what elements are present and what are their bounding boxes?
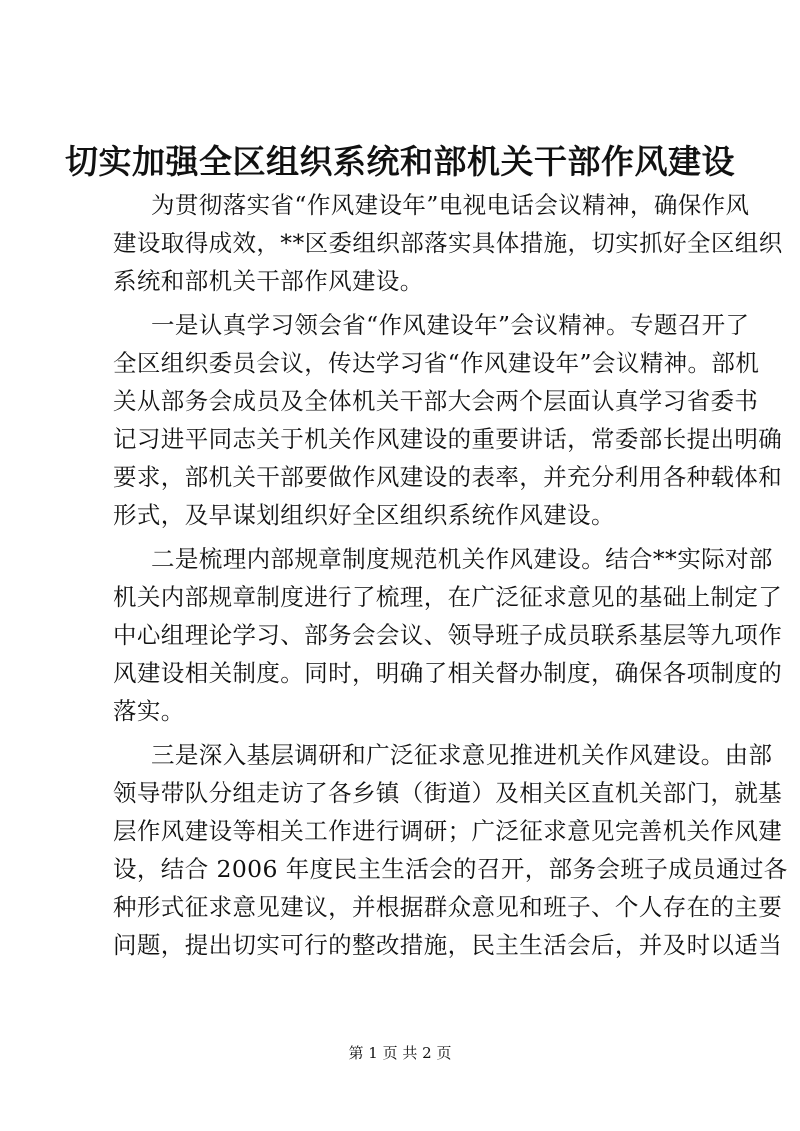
paragraph-line: 二是梳理内部规章制度规范机关作风建设。结合**实际对部 — [151, 545, 773, 573]
paragraph-line: 全区组织委员会议，传达学习省“作风建设年”会议精神。部机 — [113, 349, 760, 377]
document-title: 切实加强全区组织系统和部机关干部作风建设 — [65, 142, 735, 181]
paragraph-line: 中心组理论学习、部务会会议、领导班子成员联系基层等九项作 — [113, 621, 783, 649]
paragraph-line: 一是认真学习领会省“作风建设年”会议精神。专题召开了 — [151, 311, 750, 339]
paragraph-line: 三是深入基层调研和广泛征求意见推进机关作风建设。由部 — [151, 741, 773, 769]
paragraph-line: 领导带队分组走访了各乡镇（街道）及相关区直机关部门，就基 — [113, 779, 783, 807]
paragraph-line: 落实。 — [113, 697, 185, 725]
paragraph-intro — [113, 186, 783, 300]
paragraph-line: 问题，提出切实可行的整改措施，民主生活会后，并及时以适当 — [113, 931, 783, 959]
document-body — [113, 186, 788, 970]
paragraph-line: 系统和部机关干部作风建设。 — [113, 267, 424, 295]
paragraph-line: 记习进平同志关于机关作风建设的重要讲话，常委部长提出明确 — [113, 425, 783, 453]
paragraph-line: 机关内部规章制度进行了梳理，在广泛征求意见的基础上制定了 — [113, 583, 783, 611]
paragraph-line: 形式，及早谋划组织好全区组织系统作风建设。 — [113, 501, 615, 529]
paragraph-point-two — [113, 540, 783, 730]
paragraph-line: 关从部务会成员及全体机关干部大会两个层面认真学习省委书 — [113, 387, 759, 415]
paragraph-line: 种形式征求意见建议，并根据群众意见和班子、个人存在的主要 — [113, 893, 783, 921]
paragraph-line: 要求，部机关干部要做作风建设的表率，并充分利用各种载体和 — [113, 463, 783, 491]
paragraph-point-three — [113, 736, 788, 964]
paragraph-line: 为贯彻落实省“作风建设年”电视电话会议精神，确保作风 — [151, 191, 750, 219]
paragraph-line: 风建设相关制度。同时，明确了相关督办制度，确保各项制度的 — [113, 659, 783, 687]
paragraph-line: 设，结合 2006 年度民主生活会的召开，部务会班子成员通过各 — [113, 855, 788, 883]
paragraph-point-one — [113, 306, 783, 534]
page-footer: 第 1 页 共 2 页 — [348, 1044, 452, 1062]
paragraph-line: 建设取得成效，**区委组织部落实具体措施，切实抓好全区组织 — [113, 229, 783, 257]
paragraph-line: 层作风建设等相关工作进行调研；广泛征求意见完善机关作风建 — [113, 817, 783, 845]
